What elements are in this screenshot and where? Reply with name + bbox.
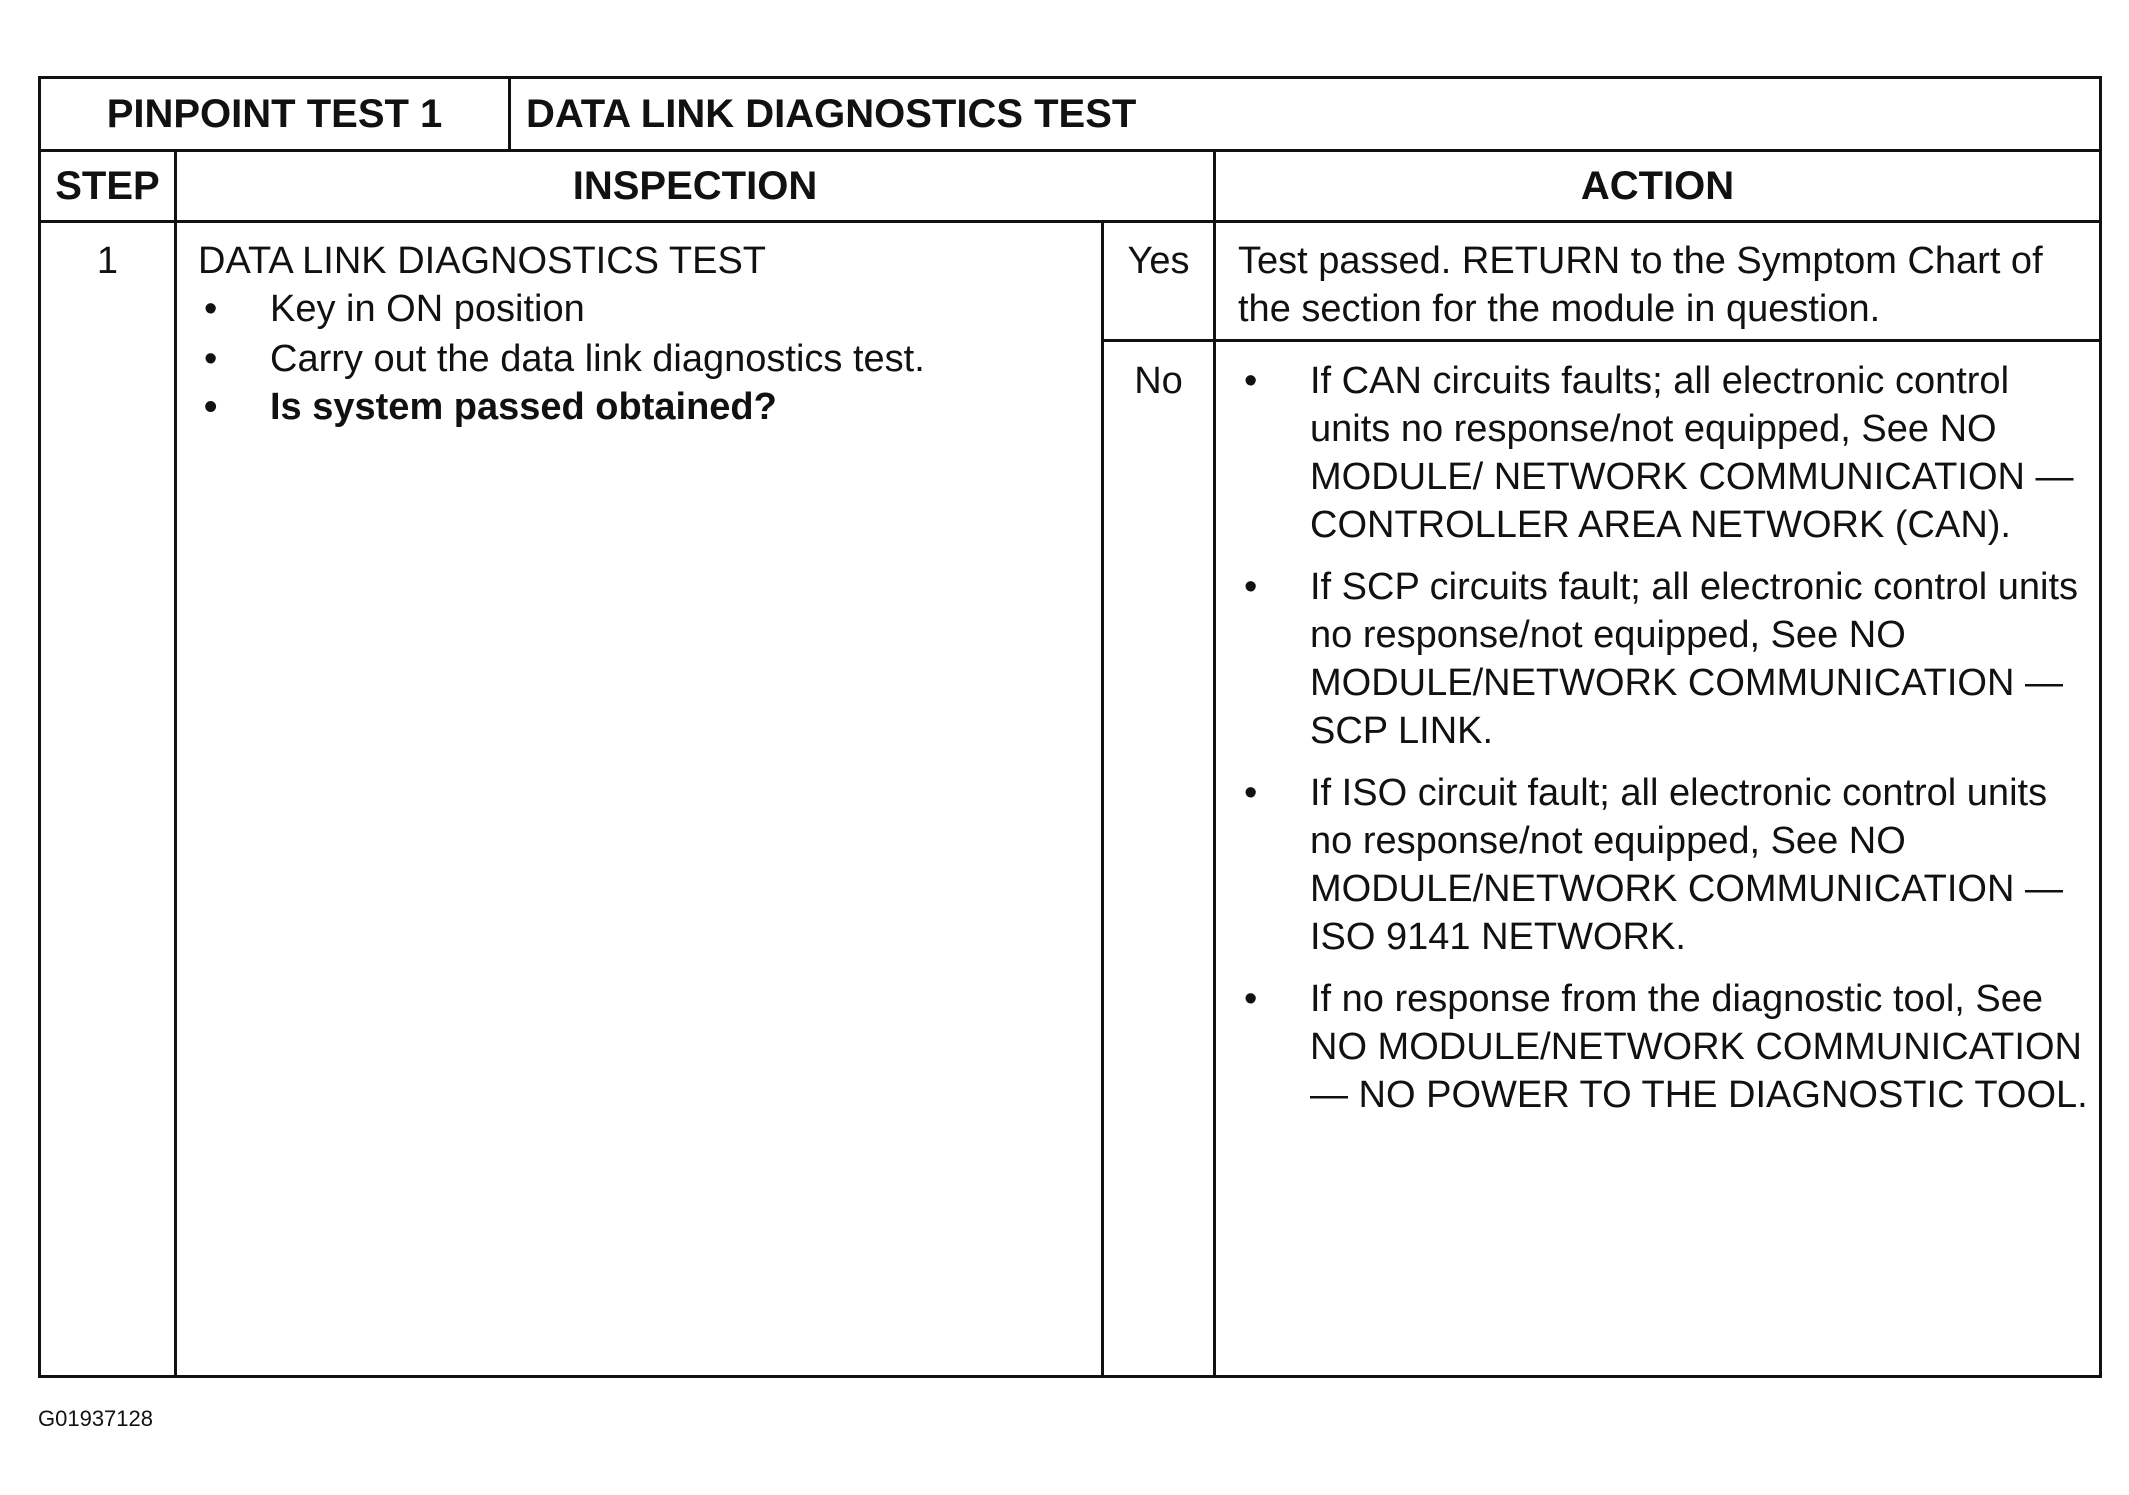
action-column-divider	[1213, 149, 1216, 1375]
no-action-item: • If ISO circuit fault; all electronic control units no response/not equipped, See NO MODULE/NETWORK COMMUNICATION — ISO 9141 NETWORK.	[1238, 769, 2088, 961]
no-actions-cell	[1238, 357, 2088, 1133]
figure-id: G01937128	[38, 1406, 153, 1431]
column-header-divider	[41, 220, 2099, 223]
yes-action: Test passed. RETURN to the Symptom Chart of the section for the module in question.	[1238, 240, 2043, 330]
test-name: DATA LINK DIAGNOSTICS TEST	[526, 92, 1137, 136]
yes-label: Yes	[1127, 240, 1190, 282]
step-column-header: STEP	[55, 164, 160, 208]
inspection-checks	[198, 285, 1088, 431]
inspection-question: • Is system passed obtained?	[198, 383, 1088, 431]
no-action-item: • If no response from the diagnostic tool, See NO MODULE/NETWORK COMMUNICATION — NO POWER TO THE DIAGNOSTIC TOOL.	[1238, 975, 2088, 1119]
yes-no-divider	[1101, 339, 2099, 342]
step-number: 1	[96, 240, 119, 282]
inspection-cell	[198, 237, 1088, 431]
no-action-item: • If SCP circuits fault; all electronic control units no response/not equipped, See NO MODULE/NETWORK COMMUNICATION — SCP LINK.	[1238, 563, 2088, 755]
inspection-check: • Key in ON position	[198, 285, 1088, 333]
pinpoint-test-table	[38, 76, 2102, 1378]
test-number: PINPOINT TEST 1	[106, 92, 443, 136]
inspection-check: • Carry out the data link diagnostics test.	[198, 335, 1088, 383]
inspection-title: DATA LINK DIAGNOSTICS TEST	[198, 240, 766, 282]
no-actions	[1238, 357, 2088, 1119]
inspection-column-header: INSPECTION	[572, 164, 818, 208]
no-action-item: • If CAN circuits faults; all electronic control units no response/not equipped, See NO MODULE/ NETWORK COMMUNICATION — CONTROLLER AREA NETWORK (CAN).	[1238, 357, 2088, 549]
no-label: No	[1134, 360, 1183, 402]
step-column-divider	[174, 149, 177, 1375]
action-column-header: ACTION	[1580, 164, 1735, 208]
title-divider	[508, 79, 511, 149]
